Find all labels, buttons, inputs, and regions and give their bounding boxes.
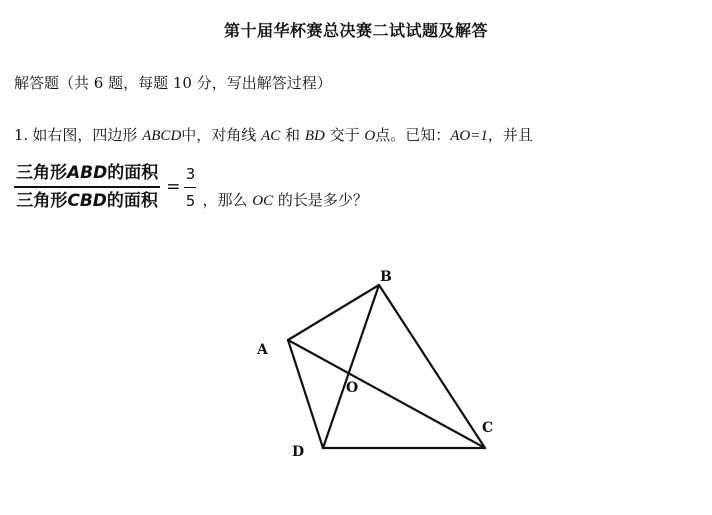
tail-text-1: ，那么	[202, 190, 248, 209]
label-o: O	[346, 380, 359, 396]
point-o: O	[364, 128, 376, 144]
fraction-denominator	[14, 190, 160, 212]
ao-equation: AO=1	[450, 128, 488, 144]
fraction-bar	[14, 186, 160, 188]
diag-ac: AC	[261, 128, 281, 144]
question-tail	[202, 189, 367, 210]
diagonal-bd	[323, 285, 379, 448]
fraction-numerator	[14, 162, 160, 184]
ratio-value	[184, 164, 196, 211]
num-prefix: 三角形	[16, 163, 67, 183]
label-c: C	[482, 420, 494, 436]
area-fraction	[14, 162, 160, 212]
label-a: A	[257, 342, 268, 358]
label-b: B	[380, 269, 392, 285]
tail-text-2: 的长是多少？	[277, 190, 368, 209]
figure-lines	[288, 285, 485, 448]
question-text-1: 如右图，四边形	[32, 126, 138, 144]
area-ratio	[14, 158, 368, 216]
quadrilateral-outline	[288, 285, 485, 448]
question-text-4: 交于	[329, 126, 360, 144]
quadrilateral-figure	[240, 255, 520, 475]
question-text-2: 中，对角线	[181, 126, 257, 144]
page-title: 第十届华杯赛总决赛二试试题及解答	[223, 21, 488, 40]
num-var: ABD	[67, 163, 108, 183]
diag-bd: BD	[304, 128, 325, 144]
den-prefix: 三角形	[16, 191, 68, 211]
question-text-5: 点。已知：	[375, 126, 451, 144]
ratio-bar	[184, 187, 196, 188]
label-d: D	[292, 444, 305, 460]
question-number: 1.	[14, 126, 29, 144]
ratio-denominator: 5	[185, 191, 196, 210]
den-suffix: 的面积	[106, 191, 158, 211]
instructions: 解答题（共 6 题，每题 10 分，写出解答过程）	[14, 74, 332, 92]
question-text-6: ，并且	[487, 126, 533, 144]
den-var: CBD	[67, 191, 107, 211]
question-text-3: 和	[285, 126, 301, 144]
segment-oc: OC	[252, 192, 274, 209]
num-suffix: 的面积	[107, 163, 159, 183]
equals-sign: =	[166, 177, 181, 197]
quad-abcd: ABCD	[142, 128, 182, 144]
question-1	[14, 124, 533, 145]
ratio-numerator: 3	[185, 164, 196, 183]
